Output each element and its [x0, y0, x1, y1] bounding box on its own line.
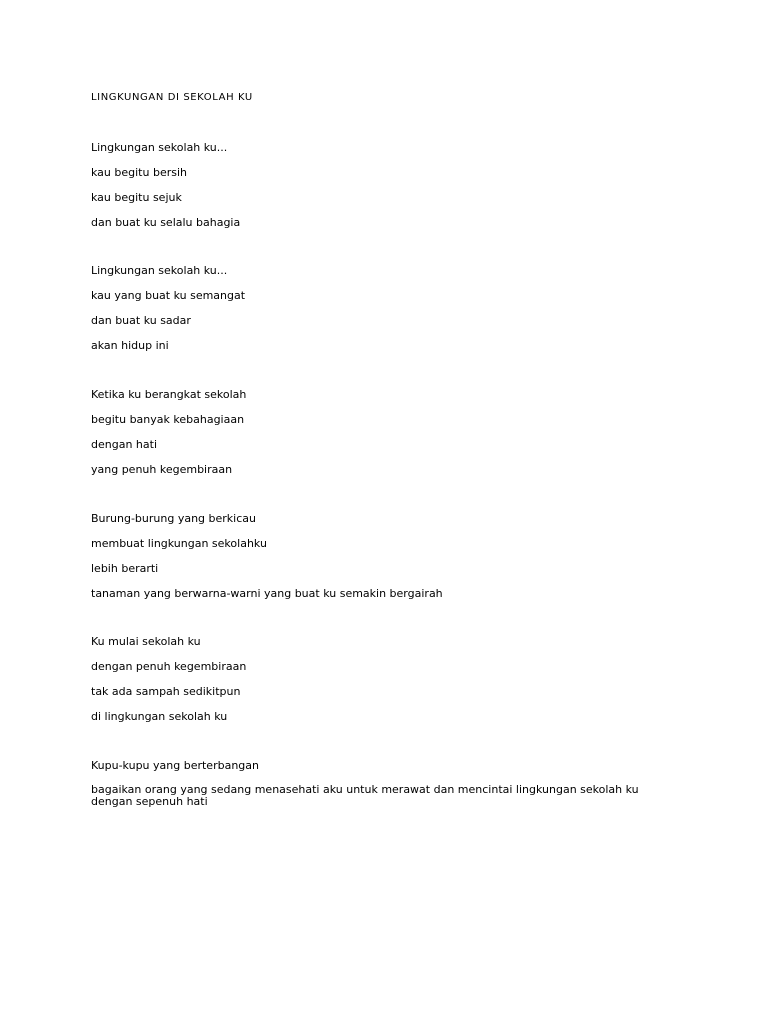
poem-line: kau begitu bersih	[91, 166, 187, 179]
stanza-4	[91, 512, 691, 612]
poem-line: yang penuh kegembiraan	[91, 463, 233, 476]
poem-line: lebih berarti	[91, 562, 159, 575]
poem-line: dan buat ku sadar	[91, 314, 191, 327]
poem-line: dengan hati	[91, 438, 157, 451]
poem-line: akan hidup ini	[91, 339, 169, 352]
poem-line: Kupu-kupu yang berterbangan	[91, 759, 259, 772]
poem-line: Lingkungan sekolah ku...	[91, 141, 228, 154]
poem-line: Lingkungan sekolah ku...	[91, 264, 228, 277]
poem-line: Ku mulai sekolah ku	[91, 635, 201, 648]
poem-line: kau begitu sejuk	[91, 191, 182, 204]
stanza-2	[91, 264, 691, 364]
poem-line: membuat lingkungan sekolahku	[91, 537, 267, 550]
stanza-6	[91, 759, 691, 808]
stanza-1	[91, 141, 691, 241]
stanza-3	[91, 388, 691, 488]
poem-line: di lingkungan sekolah ku	[91, 710, 228, 723]
poem-line: bagaikan orang yang sedang menasehati aku untuk merawat dan mencintai lingkungan sekolah ku dengan sepenuh hati	[91, 783, 639, 808]
poem-title: LINGKUNGAN DI SEKOLAH KU	[91, 92, 253, 103]
poem-line: tanaman yang berwarna-warni yang buat ku semakin bergairah	[91, 587, 443, 600]
poem-line: begitu banyak kebahagiaan	[91, 413, 245, 426]
poem-line: tak ada sampah sedikitpun	[91, 685, 241, 698]
poem-line: Burung-burung yang berkicau	[91, 512, 256, 525]
poem-line: Ketika ku berangkat sekolah	[91, 388, 247, 401]
poem-line: dan buat ku selalu bahagia	[91, 216, 241, 229]
poem-line: kau yang buat ku semangat	[91, 289, 246, 302]
poem-line: dengan penuh kegembiraan	[91, 660, 247, 673]
stanza-5	[91, 635, 691, 735]
